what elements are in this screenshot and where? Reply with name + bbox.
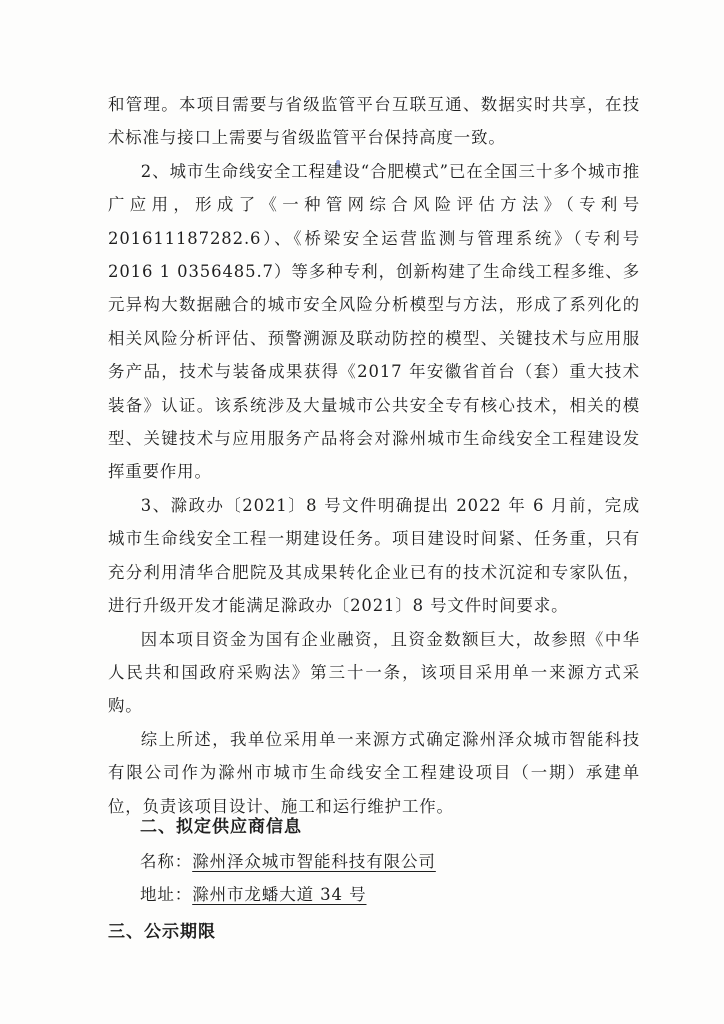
supplier-address-value: 滁州市龙蟠大道 34 号 — [192, 885, 367, 904]
supplier-name-line — [140, 848, 436, 872]
paragraph-point-2: 2、城市生命线安全工程建设“合肥模式”已在全国三十多个城市推广应用，形成了《一种管网综合风险评估方法》（专利号 201611187282.6）、《桥梁安全运营监测与管理系统》（专利号 2016 1 0356485.7）等多种专利，创新构建了生命线工程多维、多元异构大数据融合的城市安全风险分析模型与方法，形成了系列化的相关风险分析评估、预警溯源及联动防控的模型、关键技术与应用服务产品，技术与装备成果获得《2017 年安徽省首台（套）重大技术装备》认证。该系统涉及大量城市公共安全专有核心技术，相关的模型、关键技术与应用服务产品将会对滁州城市生命线安全工程建设发挥重要作用。 — [108, 161, 640, 482]
supplier-name-value: 滁州泽众城市智能科技有限公司 — [192, 852, 436, 871]
paragraph-funding: 因本项目资金为国有企业融资，且资金数额巨大，故参照《中华人民共和国政府采购法》第三十一条，该项目采用单一来源方式采购。 — [108, 629, 640, 716]
section-heading-supplier: 二、拟定供应商信息 — [140, 817, 302, 837]
paragraph-point-3: 3、滁政办〔2021〕8 号文件明确提出 2022 年 6 月前，完成城市生命线安全工程一期建设任务。项目建设时间紧、任务重，只有充分利用清华合肥院及其成果转化企业已有的技术沉淀和专家队伍，进行升级开发才能满足滁政办〔2021〕8 号文件时间要求。 — [108, 495, 640, 616]
body-text — [108, 88, 640, 823]
supplier-name-label: 名称： — [140, 852, 193, 871]
section-heading-period: 三、公示期限 — [108, 922, 216, 942]
supplier-address-line — [140, 881, 367, 905]
paragraph-conclusion: 综上所述，我单位采用单一来源方式确定滁州泽众城市智能科技有限公司作为滁州市城市生命线安全工程建设项目（一期）承建单位，负责该项目设计、施工和运行维护工作。 — [108, 729, 640, 816]
paragraph-continuation: 和管理。本项目需要与省级监管平台互联互通、数据实时共享，在技术标准与接口上需要与省级监管平台保持高度一致。 — [108, 95, 640, 148]
supplier-address-label: 地址： — [140, 885, 193, 904]
